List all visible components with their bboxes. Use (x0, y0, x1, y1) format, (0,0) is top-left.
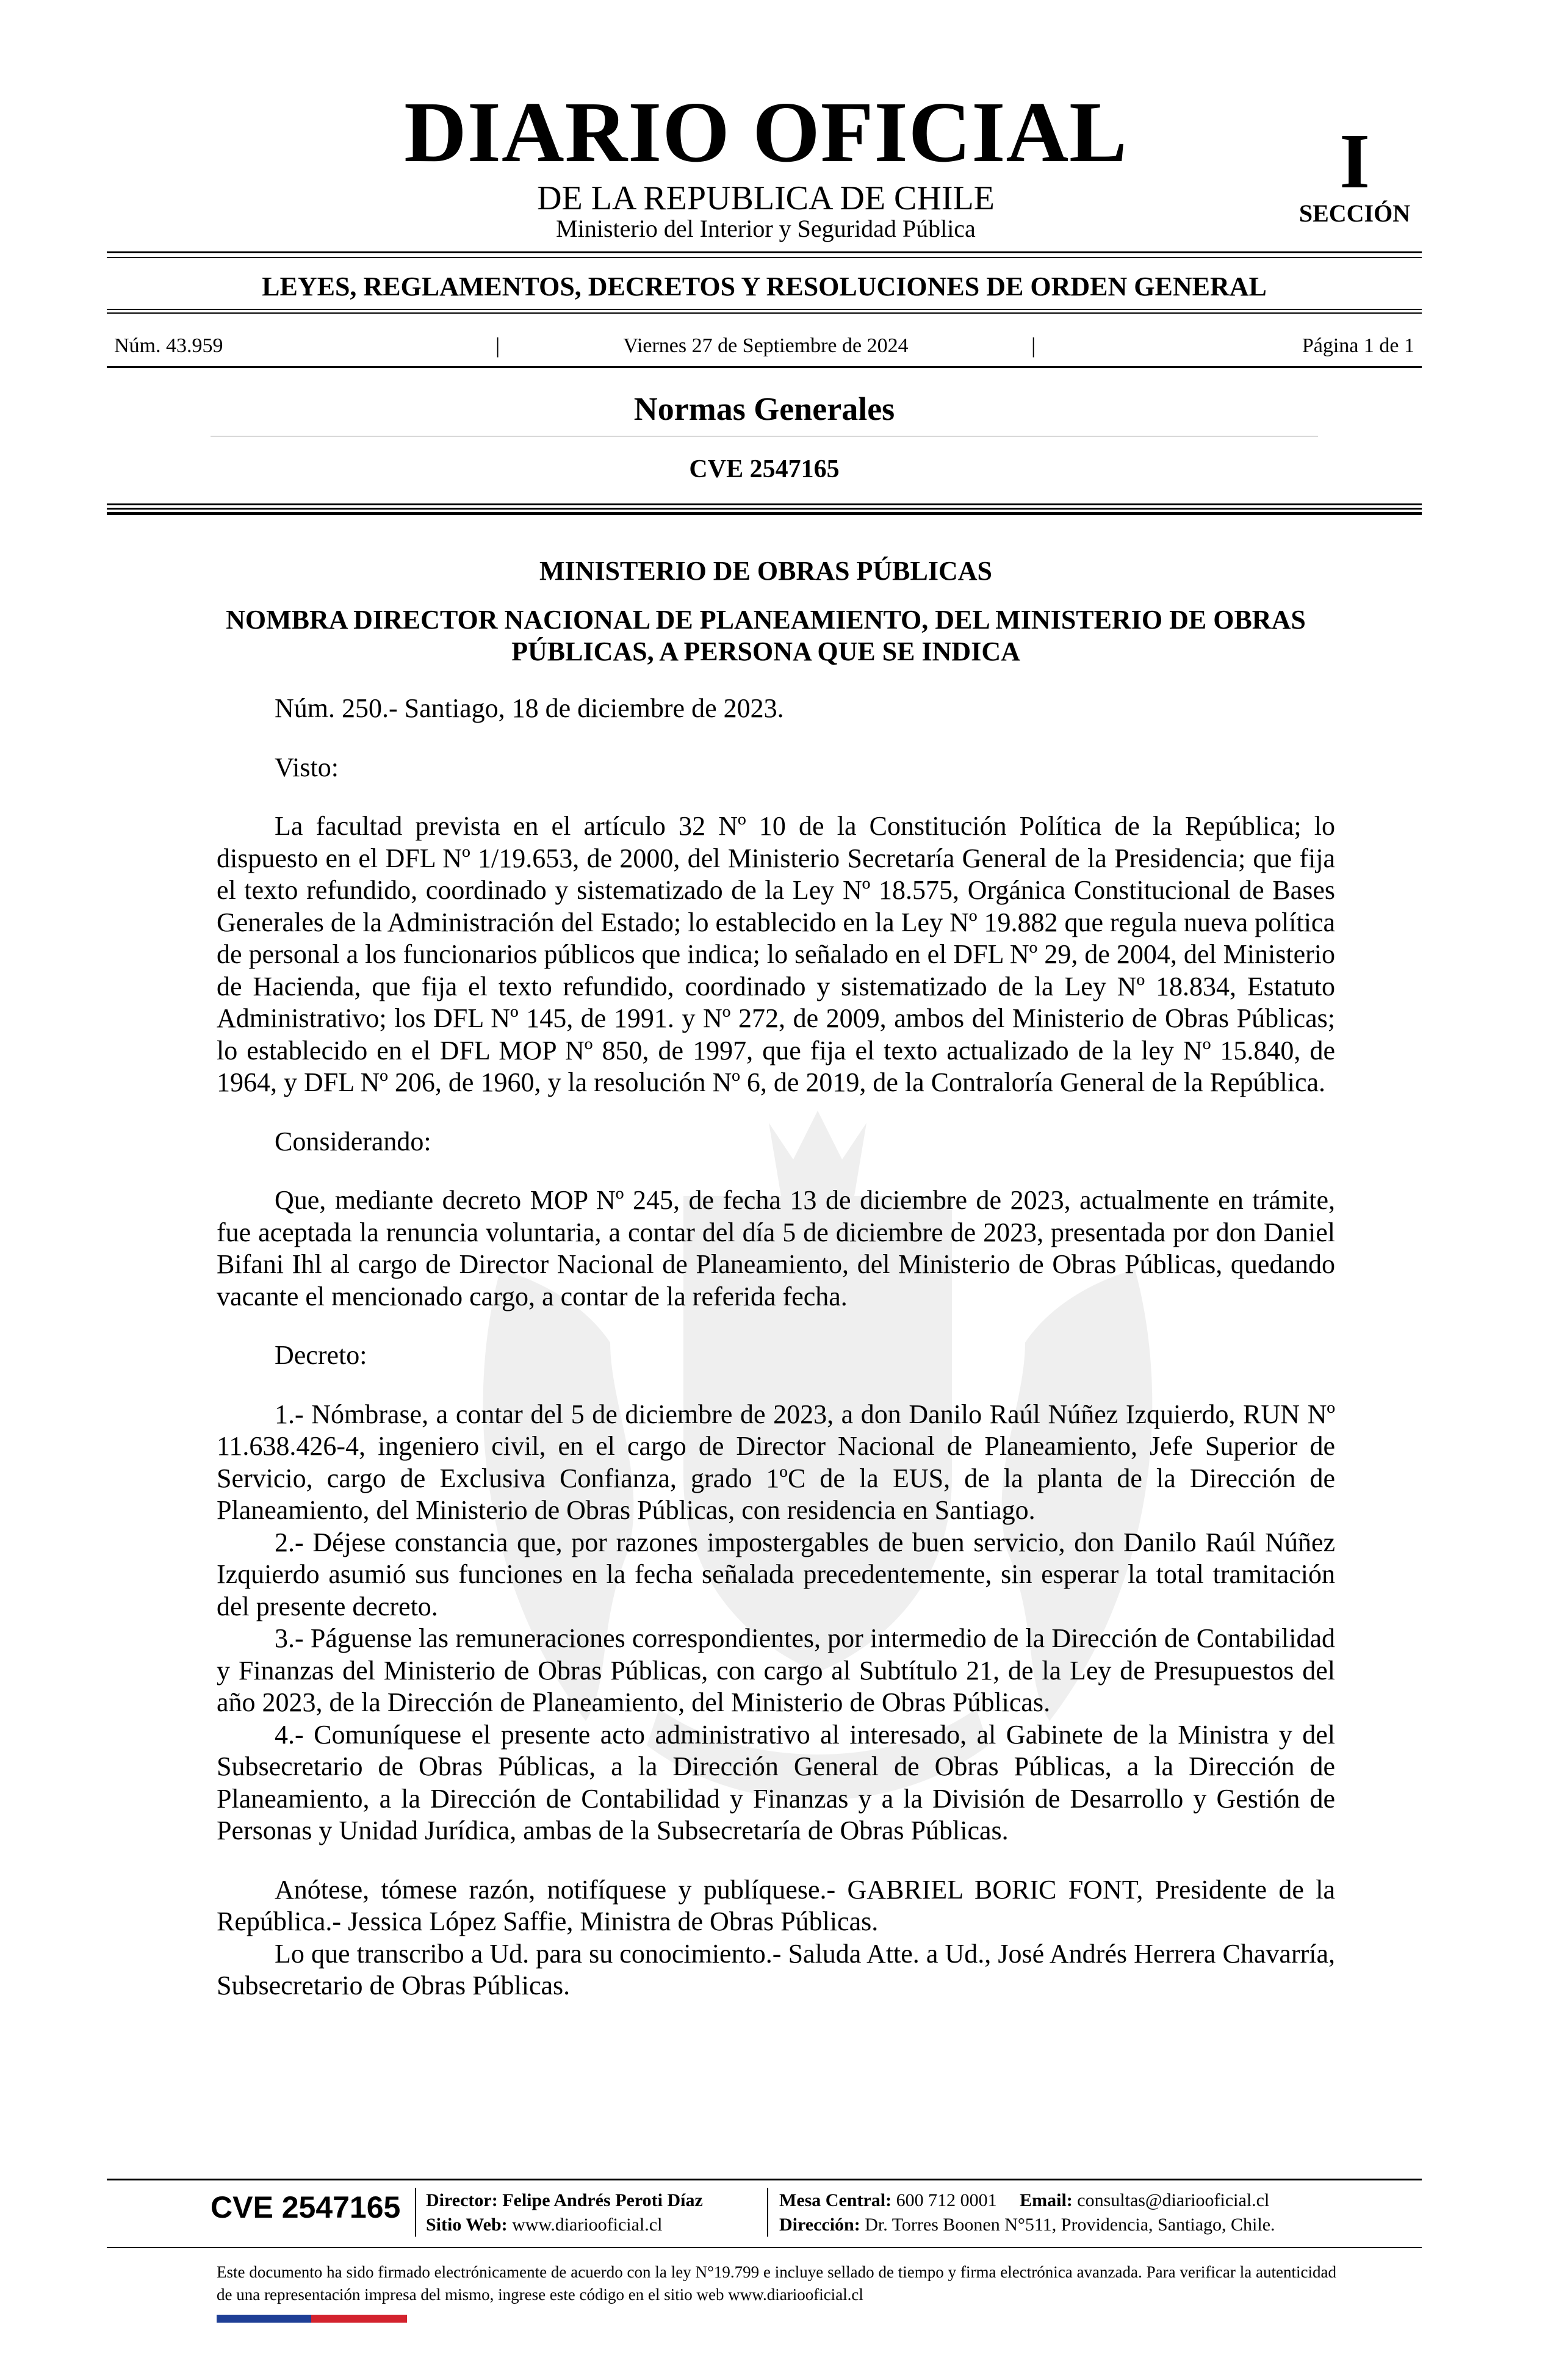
masthead-title: DIARIO OFICIAL (404, 84, 1128, 180)
director-name: Felipe Andrés Peroti Díaz (502, 2190, 703, 2210)
address-label: Dirección: (779, 2215, 860, 2235)
article-4: 4.- Comuníquese el presente acto administrativo al interesado, al Gabinete de la Ministra y del Subsecretario de Obras Públicas, a la Dirección General de Obras Públicas, a la Dirección de Planeamiento, a la Dirección de Contabilidad y Finanzas y a la División de Desarrollo y Gestión de Personas y Unidad Jurídica, ambas de la Subsecretaría de Obras Públicas. (217, 1719, 1335, 1845)
footer-rule (107, 2179, 1422, 2180)
footer-director (426, 2188, 703, 2213)
phone-label: Mesa Central: (779, 2190, 892, 2210)
footer-website (426, 2213, 662, 2237)
edition-date: Viernes 27 de Septiembre de 2024 (623, 334, 909, 357)
email-label: Email: (1020, 2190, 1073, 2210)
masthead-ministry: Ministerio del Interior y Seguridad Pública (556, 215, 976, 242)
header-rule-1 (107, 503, 1422, 505)
laws-banner: LEYES, REGLAMENTOS, DECRETOS Y RESOLUCIONES DE ORDEN GENERAL (262, 272, 1267, 301)
visto-paragraph: La facultad prevista en el artículo 32 Nº 10 de la Constitución Política de la República; lo dispuesto en el DFL Nº 1/19.653, de 2000, del Ministerio Secretaría General de la Presidencia; que fija el texto refundido, coordinado y sistematizado de la Ley Nº 18.575, Orgánica Constitucional de Bases Generales de la Administración del Estado; lo establecido en la Ley Nº 19.882 que regula nueva política de personal a los funcionarios públicos que indica; lo señalado en el DFL Nº 29, de 2004, del Ministerio de Hacienda, que fija el texto refundido, coordinado y sistematizado de la Ley Nº 18.834, Estatuto Administrativo; los DFL Nº 145, de 1991. y Nº 272, de 2009, ambos del Ministerio de Obras Públicas; lo establecido en el DFL MOP Nº 850, de 1997, que fija el texto actualizado de la ley Nº 15.840, de 1964, y DFL Nº 206, de 1960, y la resolución Nº 6, de 2019, de la Contraloría General de la República. (217, 811, 1335, 1097)
email-link[interactable]: consultas@diariooficial.cl (1077, 2190, 1270, 2210)
banner-rule-top (107, 309, 1422, 310)
footer-separator (767, 2188, 768, 2237)
website-label: Sitio Web: (426, 2215, 508, 2235)
flag-stripe-red (311, 2315, 407, 2323)
article-2: 2.- Déjese constancia que, por razones impostergables de buen servicio, don Danilo Raúl Núñez Izquierdo asumió sus funciones en la fecha señalada precedentemente, sin esperar la total tramitación del presente decreto. (217, 1527, 1335, 1621)
transcription-paragraph: Lo que transcribo a Ud. para su conocimiento.- Saluda Atte. a Ud., José Andrés Herrera Chavarría, Subsecretario de Obras Públicas. (217, 1938, 1335, 2000)
section-number: I (1339, 118, 1370, 204)
phone-number: 600 712 0001 (896, 2190, 997, 2210)
article-1: 1.- Nómbrase, a contar del 5 de diciembre de 2023, a don Danilo Raúl Núñez Izquierdo, RUN Nº 11.638.426-4, ingeniero civil, en el cargo de Director Nacional de Planeamiento, Jefe Superior de Servicio, cargo de Exclusiva Confianza, grado 1ºC de la EUS, de la planta de la Dirección de Planeamiento, del Ministerio de Obras Públicas, con residencia en Santiago. (217, 1399, 1335, 1525)
masthead-rule-top (107, 251, 1422, 253)
footer-cve-code: CVE 2547165 (211, 2190, 401, 2224)
header-rule-3 (107, 512, 1422, 515)
page-number: Página 1 de 1 (1302, 334, 1414, 357)
considerando-label: Considerando: (275, 1126, 431, 1156)
visto-label: Visto: (275, 752, 339, 782)
edition-number: Núm. 43.959 (114, 334, 223, 357)
footer-rule-lower (107, 2247, 1422, 2248)
footer-legal-notice: Este documento ha sido firmado electrónicamente de acuerdo con la ley N°19.799 e incluye sellado de tiempo y firma electrónica avanzada. Para verificar la autenticidad de una representación impresa del mismo, ingrese este código en el sitio web www.diariooficial.cl (217, 2263, 1336, 2304)
considerando-paragraph: Que, mediante decreto MOP Nº 245, de fecha 13 de diciembre de 2023, actualmente en trámite, fue aceptada la renuncia voluntaria, a contar del día 5 de diciembre de 2023, presentada por don Daniel Bifani Ihl al cargo de Director Nacional de Planeamiento, del Ministerio de Obras Públicas, quedando vacante el mencionado cargo, a contar de la referida fecha. (217, 1185, 1335, 1311)
address-text: Dr. Torres Boonen N°511, Providencia, Santiago, Chile. (865, 2215, 1275, 2235)
website-link[interactable]: www.diariooficial.cl (512, 2215, 663, 2235)
info-separator: | (495, 333, 500, 358)
category-rule (211, 436, 1318, 437)
decree-body (217, 693, 1335, 2002)
banner-rule-bottom (107, 312, 1422, 314)
decreto-label: Decreto: (275, 1340, 367, 1370)
masthead-subtitle: DE LA REPUBLICA DE CHILE (537, 179, 995, 217)
info-rule (107, 366, 1422, 368)
footer-separator (415, 2188, 416, 2237)
decree-number-line: Núm. 250.- Santiago, 18 de diciembre de 2023. (275, 693, 784, 723)
info-separator: | (1031, 333, 1036, 358)
footer-address (779, 2213, 1275, 2237)
cve-code: CVE 2547165 (689, 455, 840, 483)
closing-paragraph: Anótese, tómese razón, notifíquese y publíquese.- GABRIEL BORIC FONT, Presidente de la República.- Jessica López Saffie, Ministra de Obras Públicas. (217, 1874, 1335, 1936)
flag-stripe-blue (217, 2315, 311, 2323)
header-rule-2 (107, 508, 1422, 510)
footer-contact (779, 2188, 1269, 2213)
article-3: 3.- Páguense las remuneraciones correspondientes, por intermedio de la Dirección de Contabilidad y Finanzas del Ministerio de Obras Públicas, con cargo al Subtítulo 21, de la Ley de Presupuestos del año 2023, de la Dirección de Planeamiento, del Ministerio de Obras Públicas. (217, 1623, 1335, 1717)
category-title: Normas Generales (633, 391, 895, 427)
section-label: SECCIÓN (1298, 200, 1411, 227)
ministry-heading: MINISTERIO DE OBRAS PÚBLICAS (539, 556, 993, 586)
director-label: Director: (426, 2190, 498, 2210)
masthead-rule-bottom (107, 257, 1422, 258)
decree-title: NOMBRA DIRECTOR NACIONAL DE PLANEAMIENTO, DEL MINISTERIO DE OBRAS PÚBLICAS, A PERSONA QUE SE INDICA (226, 605, 1306, 666)
